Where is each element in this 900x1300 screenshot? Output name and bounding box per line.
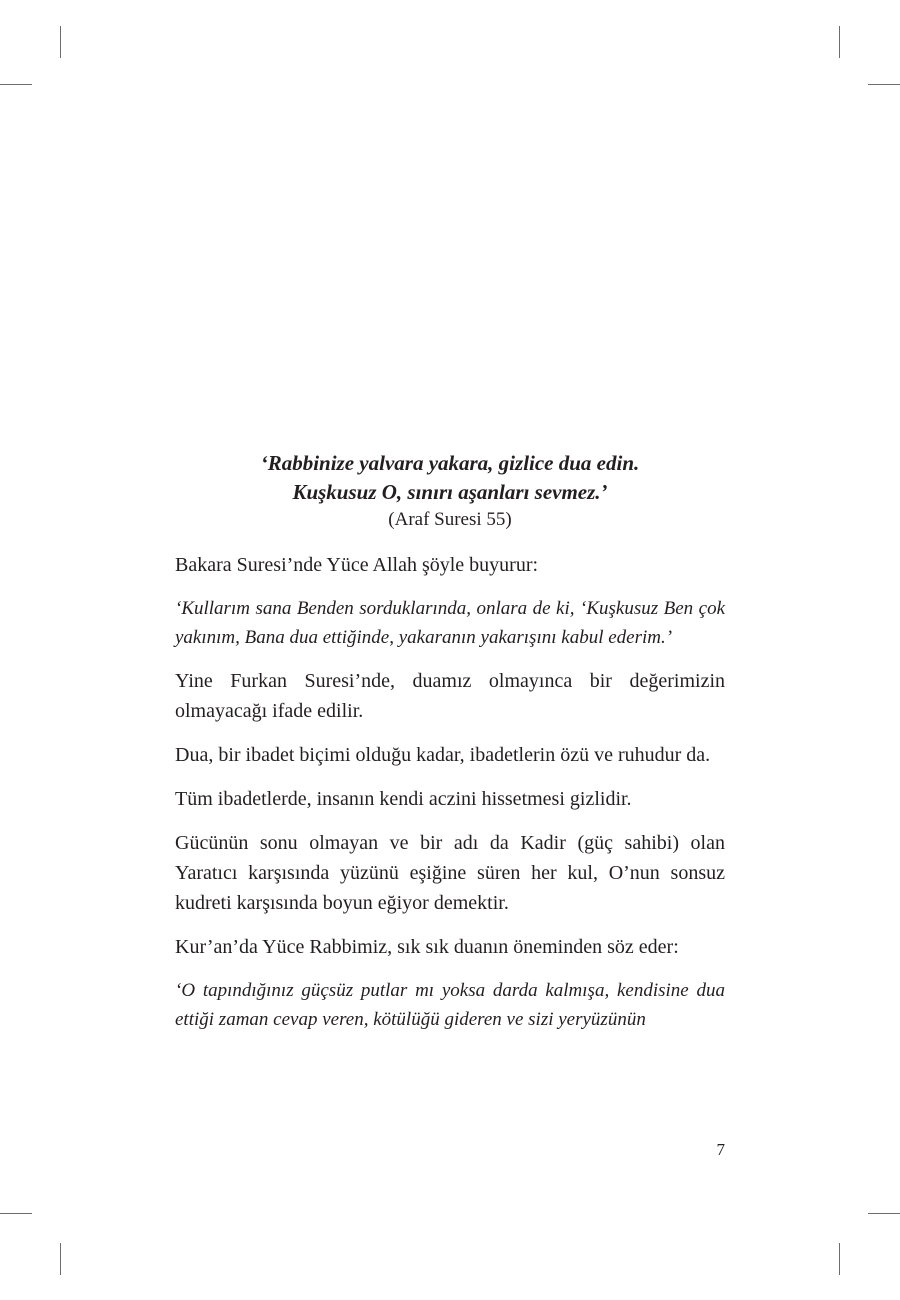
epigraph-line-1: ‘Rabbinize yalvara yakara, gizlice dua edin. [260, 451, 640, 475]
crop-mark-left-top [0, 84, 32, 85]
epigraph-line-2: Kuşkusuz O, sınırı aşanları sevmez.’ [292, 480, 608, 504]
crop-mark-top-left [60, 26, 61, 58]
page-body [175, 449, 725, 1048]
page-number: 7 [716, 1140, 725, 1159]
crop-mark-bottom-right [839, 1243, 840, 1275]
crop-mark-right-bottom [868, 1213, 900, 1214]
quote-paragraph: ‘Kullarım sana Benden sorduklarında, onlara de ki, ‘Kuşkusuz Ben çok yakınım, Bana dua ettiğinde, yakaranın yakarışını kabul ederim.’ [175, 598, 725, 648]
paragraph: Gücünün sonu olmayan ve bir adı da Kadir (güç sahibi) olan Yaratıcı karşısında yüzünü eşiğine süren her kul, O’nun sonsuz kudreti karşısında boyun eğiyor demektir. [175, 832, 725, 914]
epigraph-reference: (Araf Suresi 55) [388, 509, 512, 530]
quote-paragraph: ‘O tapındığınız güçsüz putlar mı yoksa darda kalmışa, kendisine dua ettiği zaman cevap veren, kötülüğü gideren ve sizi yeryüzünün [175, 980, 725, 1030]
epigraph [175, 449, 725, 532]
paragraph: Yine Furkan Suresi’nde, duamız olmayınca bir değerimizin olmayacağı ifade edilir. [175, 670, 725, 722]
paragraph: Kur’an’da Yüce Rabbimiz, sık sık duanın öneminden söz eder: [175, 936, 679, 958]
paragraph: Bakara Suresi’nde Yüce Allah şöyle buyurur: [175, 554, 539, 576]
paragraph: Tüm ibadetlerde, insanın kendi aczini hissetmesi gizlidir. [175, 788, 632, 810]
crop-mark-left-bottom [0, 1213, 32, 1214]
crop-mark-right-top [868, 84, 900, 85]
paragraph: Dua, bir ibadet biçimi olduğu kadar, ibadetlerin özü ve ruhudur da. [175, 744, 711, 766]
crop-mark-top-right [839, 26, 840, 58]
crop-mark-bottom-left [60, 1243, 61, 1275]
